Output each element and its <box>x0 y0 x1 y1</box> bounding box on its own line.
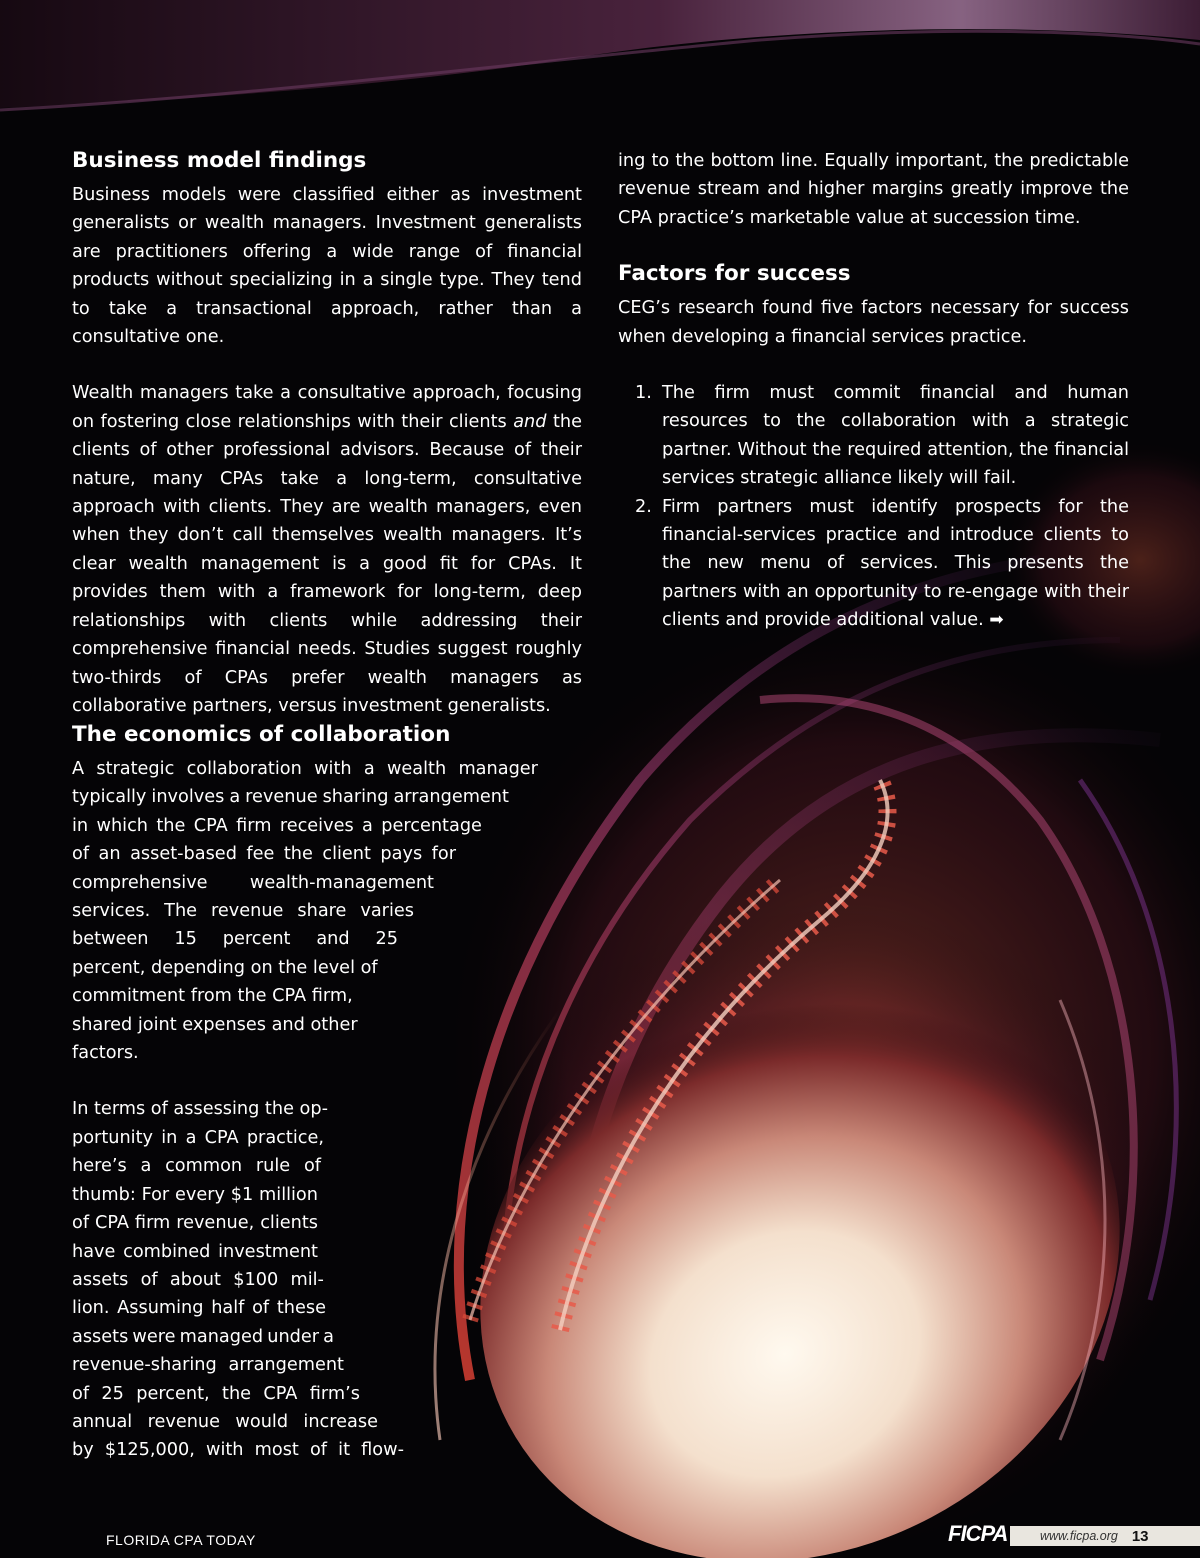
rule-line: thumb: For every $1 million <box>72 1184 318 1205</box>
rule-line: assets were managed under a <box>72 1326 334 1347</box>
rule-line: annual revenue would increase <box>72 1411 378 1432</box>
rule-line: lion. Assuming half of these <box>72 1298 326 1319</box>
right-arrow-icon: ➡ <box>989 610 1004 631</box>
footer-magazine-name: FLORIDA CPA TODAY <box>106 1532 256 1548</box>
economics-section <box>72 721 538 1465</box>
paragraph-wealth-managers <box>72 379 582 720</box>
rule-line: here’s a common rule of <box>72 1156 321 1177</box>
heading-factors-for-success: Factors for success <box>618 261 851 287</box>
econ-line: A strategic collaboration with a wealth manager <box>72 759 538 779</box>
econ-line: commitment from the CPA firm, <box>72 986 353 1007</box>
right-column <box>618 147 1129 635</box>
paragraph-business-models: Business models were classified either as investment generalists or wealth managers. Investment generalists are practitioners offering a wide range of financial products without specializing in a single type. They tend to take a transactional approach, rather than a consultative one. <box>72 185 582 348</box>
list-item <box>618 493 1129 635</box>
rule-line: of 25 percent, the CPA firm’s <box>72 1383 360 1404</box>
econ-line: percent, depending on the level of <box>72 957 378 978</box>
econ-line: typically involves a revenue sharing arrangement <box>72 787 509 808</box>
heading-economics-of-collaboration: The economics of collaboration <box>72 722 451 747</box>
ficpa-logo: FICPA <box>948 1521 1008 1546</box>
rule-line: have combined investment <box>72 1241 318 1262</box>
rule-line: of CPA firm revenue, clients <box>72 1213 318 1234</box>
paragraph-rule-of-thumb <box>72 1095 538 1464</box>
econ-line: comprehensive wealth-management <box>72 872 434 893</box>
econ-line: between 15 percent and 25 <box>72 929 398 950</box>
paragraph-strategic-collaboration <box>72 755 538 1067</box>
econ-line: in which the CPA firm receives a percentage <box>72 815 482 836</box>
emphasis-and: and <box>513 411 547 432</box>
rule-line: by $125,000, with most of it flow- <box>72 1440 404 1461</box>
paragraph-wealth-managers-part-1: Wealth managers take a consultative approach, focusing on fostering close relationships with their clients <box>72 383 582 432</box>
list-item-number: 2. <box>635 496 652 517</box>
list-item-text-body: Firm partners must identify prospects for the financial-services practice and introduce clients to the new menu of services. This presents the partners with an opportunity to re-engage with their clients and provide additional value. <box>662 496 1129 631</box>
rule-line: assets of about $100 mil- <box>72 1269 324 1290</box>
econ-line: of an asset-based fee the client pays for <box>72 844 456 865</box>
econ-line: factors. <box>72 1043 139 1064</box>
list-item-number: 1. <box>635 383 652 404</box>
paragraph-bottom-line: ing to the bottom line. Equally important, the predictable revenue stream and higher margins greatly improve the CPA practice’s marketable value at succession time. <box>618 151 1129 228</box>
footer-band <box>1010 1526 1200 1546</box>
econ-line: services. The revenue share varies <box>72 901 414 922</box>
list-item-text: The firm must commit financial and human resources to the collaboration with a strategic partner. Without the required attention, the financial services strategic alliance likely will fail. <box>662 383 1129 489</box>
page-number: 13 <box>1131 1527 1149 1545</box>
list-item-text <box>662 493 1129 635</box>
rule-line: In terms of assessing the op- <box>72 1099 328 1120</box>
rule-line: revenue-sharing arrangement <box>72 1355 344 1376</box>
left-column <box>72 147 582 720</box>
paragraph-ceg-research: CEG’s research found five factors necessary for success when developing a financial services practice. <box>618 298 1129 347</box>
factors-list <box>618 379 1129 635</box>
list-item <box>618 379 1129 493</box>
econ-line: shared joint expenses and other <box>72 1014 358 1035</box>
footer-url[interactable]: www.ficpa.org <box>1040 1529 1118 1543</box>
heading-business-model-findings: Business model findings <box>72 148 367 173</box>
paragraph-wealth-managers-part-2: the clients of other professional advisors. Because of their nature, many CPAs take a long-term, consultative approach with clients. They are wealth managers, even when they don’t call themselves wealth managers. It’s clear wealth management is a good fit for CPAs. It provides them with a framework for long-term, deep relationships with clients while addressing their comprehensive financial needs. Studies suggest roughly two-thirds of CPAs prefer wealth managers as collaborative partners, versus investment generalists. <box>72 411 582 716</box>
rule-line: portunity in a CPA practice, <box>72 1127 324 1148</box>
